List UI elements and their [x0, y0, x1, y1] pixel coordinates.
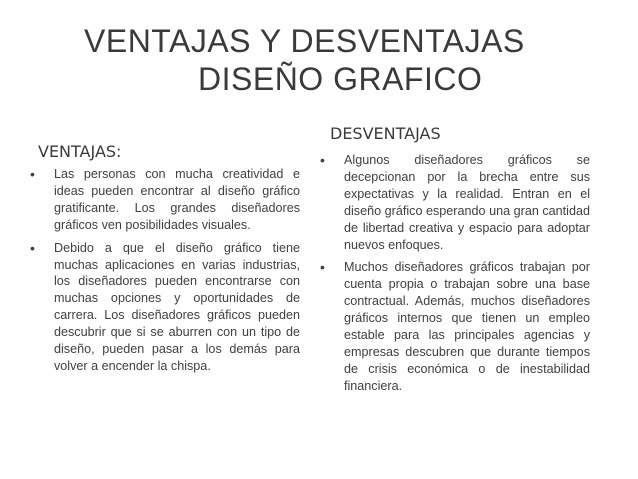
desventajas-heading: DESVENTAJAS	[330, 124, 441, 143]
list-item-text: Las personas con mucha creatividad e ideas pueden encontrar al diseño gráfico gratificante. Los grandes diseñadores gráficos ven posibilidades visuales.	[54, 167, 300, 232]
list-item-text: Algunos diseñadores gráficos se decepcionan por la brecha entre sus expectativas y la realidad. Entran en el diseño gráfico esperando una gran cantidad de libertad creativa y espacio para adoptar nuevos enfoques.	[344, 153, 590, 252]
bullet-icon: •	[320, 152, 325, 168]
bullet-icon: •	[30, 239, 35, 256]
bullet-icon: •	[320, 259, 325, 276]
ventajas-list	[28, 166, 300, 375]
desventajas-list	[318, 152, 590, 395]
list-item	[28, 240, 300, 375]
list-item-text: Muchos diseñadores gráficos trabajan por cuenta propia o trabajan sobre una base contractual. Además, muchos diseñadores gráficos internos que tienen un empleo estable para las principales agencias y empresas descubren que durante tiempos de crisis económica o de inestabilidad financiera.	[344, 260, 590, 393]
slide-title-line-1: VENTAJAS Y DESVENTAJAS	[84, 23, 525, 59]
list-item	[318, 259, 590, 394]
ventajas-heading: VENTAJAS:	[38, 142, 122, 161]
list-item-text: Debido a que el diseño gráfico tiene muchas aplicaciones en varias industrias, los diseñadores pueden encontrarse con muchas opciones y oportunidades de carrera. Los diseñadores gráficos pueden descubrir que si se aburren con un tipo de diseño, pueden pasar a los demás para volver a encender la chispa.	[54, 240, 300, 373]
list-item	[28, 166, 300, 234]
slide-title	[0, 22, 638, 98]
list-item	[318, 152, 590, 253]
desventajas-column	[318, 124, 590, 401]
ventajas-column	[28, 142, 300, 381]
bullet-icon: •	[30, 166, 35, 182]
slide-title-line-2: DISEÑO GRAFICO	[198, 61, 483, 97]
